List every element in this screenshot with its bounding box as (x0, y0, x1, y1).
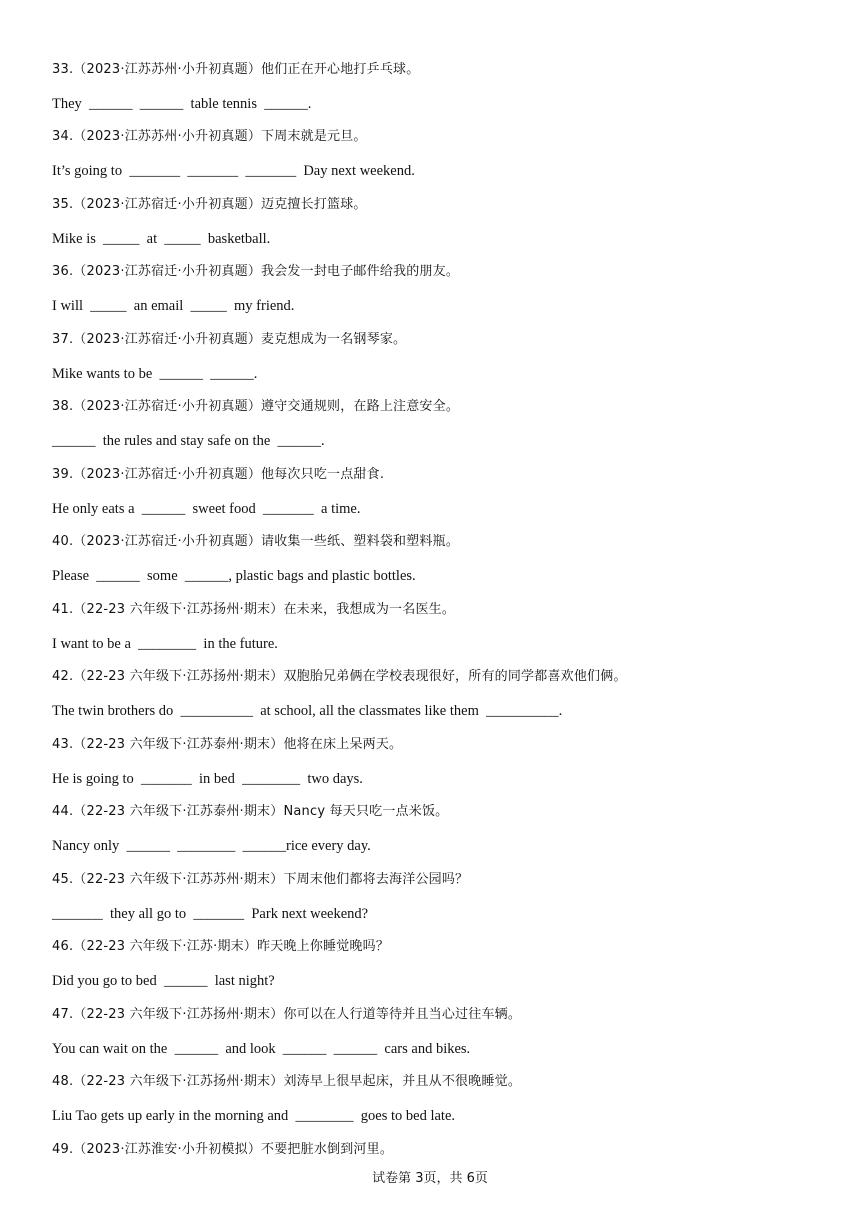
question-47-prompt: 47.（22-23 六年级下·江苏扬州·期末）你可以在人行道等待并且当心过往车辆。 (52, 1007, 522, 1022)
question-37-sentence: Mike wants to be ______ ______. (52, 366, 258, 382)
question-33-prompt: 33.（2023·江苏苏州·小升初真题）他们正在开心地打乒乓球。 (52, 62, 420, 77)
question-43-prompt: 43.（22-23 六年级下·江苏泰州·期末）他将在床上呆两天。 (52, 737, 403, 752)
question-39-prompt: 39.（2023·江苏宿迁·小升初真题）他每次只吃一点甜食. (52, 467, 385, 482)
question-37-prompt: 37.（2023·江苏宿迁·小升初真题）麦克想成为一名钢琴家。 (52, 332, 407, 347)
question-44-sentence: Nancy only ______ ________ ______rice every day. (52, 838, 371, 854)
question-45-sentence: _______ they all go to _______ Park next weekend? (52, 906, 369, 922)
question-40-sentence: Please ______ some ______, plastic bags and plastic bottles. (52, 568, 416, 584)
question-38-prompt: 38.（2023·江苏宿迁·小升初真题）遵守交通规则，在路上注意安全。 (52, 399, 460, 414)
question-39-sentence: He only eats a ______ sweet food _______ a time. (52, 501, 361, 517)
question-34-prompt: 34.（2023·江苏苏州·小升初真题）下周末就是元旦。 (52, 129, 367, 144)
question-36-prompt: 36.（2023·江苏宿迁·小升初真题）我会发一封电子邮件给我的朋友。 (52, 264, 460, 279)
question-42-sentence: The twin brothers do __________ at school, all the classmates like them __________. (52, 703, 563, 719)
question-46-sentence: Did you go to bed ______ last night? (52, 973, 275, 989)
question-35-prompt: 35.（2023·江苏宿迁·小升初真题）迈克擅长打篮球。 (52, 197, 367, 212)
question-40-prompt: 40.（2023·江苏宿迁·小升初真题）请收集一些纸、塑料袋和塑料瓶。 (52, 534, 460, 549)
question-48-sentence: Liu Tao gets up early in the morning and ________ goes to bed late. (52, 1108, 456, 1124)
question-42-prompt: 42.（22-23 六年级下·江苏扬州·期末）双胞胎兄弟俩在学校表现很好，所有的同学都喜欢他们俩。 (52, 669, 627, 684)
question-48-prompt: 48.（22-23 六年级下·江苏扬州·期末）刘涛早上很早起床，并且从不很晚睡觉。 (52, 1074, 522, 1089)
question-43-sentence: He is going to _______ in bed ________ two days. (52, 771, 363, 787)
question-46-prompt: 46.（22-23 六年级下·江苏·期末）昨天晚上你睡觉晚吗？ (52, 939, 390, 954)
question-35-sentence: Mike is _____ at _____ basketball. (52, 231, 271, 247)
question-34-sentence: It’s going to _______ _______ _______ Day next weekend. (52, 163, 415, 179)
question-33-sentence: They ______ ______ table tennis ______. (52, 96, 312, 112)
question-41-sentence: I want to be a ________ in the future. (52, 636, 278, 652)
question-38-sentence: ______ the rules and stay safe on the ______. (52, 433, 325, 449)
question-49-prompt: 49.（2023·江苏淮安·小升初模拟）不要把脏水倒到河里。 (52, 1142, 394, 1157)
page-footer: 试卷第 3页，共 6页 (372, 1171, 488, 1186)
question-45-prompt: 45.（22-23 六年级下·江苏苏州·期末）下周末他们都将去海洋公园吗？ (52, 872, 469, 887)
question-41-prompt: 41.（22-23 六年级下·江苏扬州·期末）在未来，我想成为一名医生。 (52, 602, 456, 617)
question-36-sentence: I will _____ an email _____ my friend. (52, 298, 295, 314)
question-44-prompt: 44.（22-23 六年级下·江苏泰州·期末）Nancy 每天只吃一点米饭。 (52, 804, 449, 819)
question-47-sentence: You can wait on the ______ and look ______ ______ cars and bikes. (52, 1041, 471, 1057)
